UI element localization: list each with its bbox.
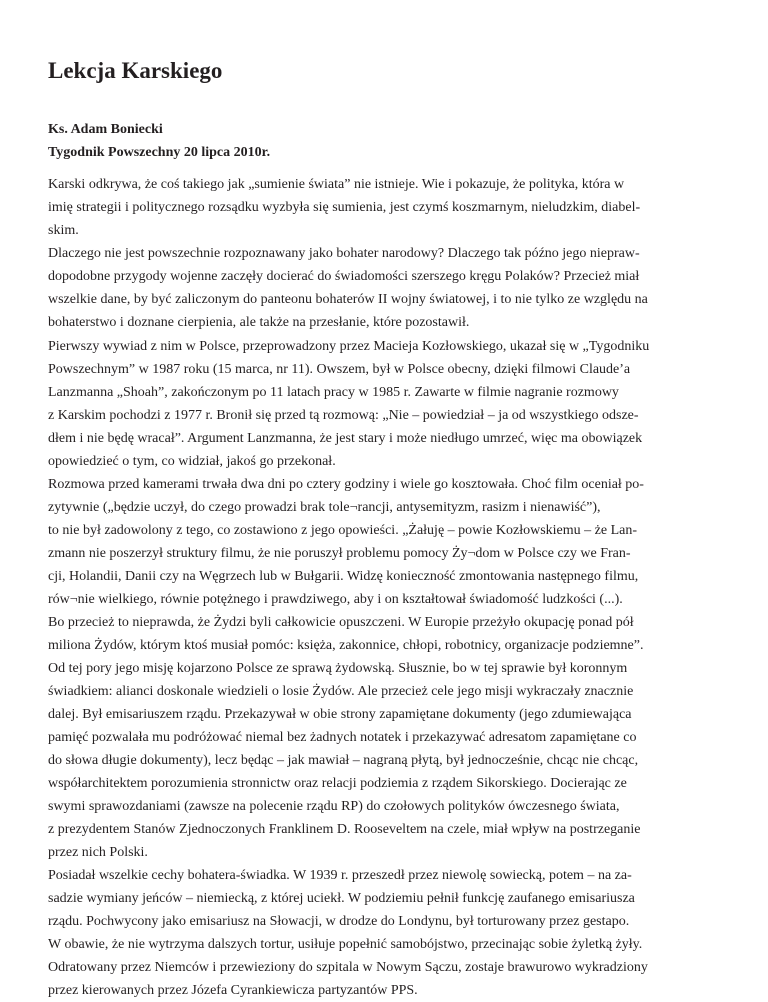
text-line: dalej. Był emisariuszem rządu. Przekazywał w obie strony zapamiętane dokumenty (jego zdumiewająca: [48, 707, 632, 722]
text-line: Dlaczego nie jest powszechnie rozpoznawany jako bohater narodowy? Dlaczego tak późno jego niepraw-: [48, 246, 640, 261]
text-line: Posiadał wszelkie cechy bohatera-świadka. W 1939 r. przeszedł przez niewolę sowiecką, potem – na za-: [48, 868, 632, 883]
text-line: Bo przecież to nieprawda, że Żydzi byli całkowicie opuszczeni. W Europie przeżyło okupację ponad pół: [48, 615, 634, 630]
text-line: dłem i nie będę wracał”. Argument Lanzmanna, że jest stary i może niedługo umrzeć, więc ma obowiązek: [48, 431, 643, 446]
text-line: rów¬nie wielkiego, równie potężnego i prawdziwego, aby i on kształtował świadomość ludzkości (...).: [48, 592, 623, 607]
paragraph-1: [48, 173, 728, 334]
text-line: przez kierowanych przez Józefa Cyrankiewicza partyzantów PPS.: [48, 983, 418, 998]
paragraph-4: [48, 657, 728, 1002]
text-line: skim.: [48, 223, 79, 238]
text-line: miliona Żydów, którym ktoś musiał pomóc: księża, zakonnice, chłopi, robotnicy, organizacje podziemne”.: [48, 638, 644, 653]
text-line: zmann nie poszerzył struktury filmu, że nie poruszył problemu pomocy Ży¬dom w Polsce czy we Fran-: [48, 546, 631, 561]
text-line: świadkiem: alianci doskonale wiedzieli o losie Żydów. Ale przecież cele jego misji wykraczały znacznie: [48, 684, 634, 699]
text-line: W obawie, że nie wytrzyma dalszych tortur, usiłuje popełnić samobójstwo, przecinając sobie żyletką żyły.: [48, 937, 643, 952]
text-line: z Karskim pochodzi z 1977 r. Bronił się przed tą rozmową: „Nie – powiedział – ja od wszystkiego odsze-: [48, 408, 639, 423]
text-line: Pierwszy wywiad z nim w Polsce, przeprowadzony przez Macieja Kozłowskiego, ukazał się w „Tygodniku: [48, 339, 650, 354]
paragraph-2: [48, 335, 728, 473]
paragraph-3: [48, 473, 728, 657]
text-line: imię strategii i politycznego rozsądku wyzbyła się sumienia, jest czymś koszmarnym, nieludzkim, diabel-: [48, 200, 641, 215]
author-line: Ks. Adam Boniecki: [48, 122, 163, 137]
article-title: Lekcja Karskiego: [48, 58, 223, 83]
text-line: przez nich Polski.: [48, 845, 148, 860]
text-line: Od tej pory jego misję kojarzono Polsce ze sprawą żydowską. Słusznie, bo w tej sprawie był koronnym: [48, 661, 628, 676]
text-line: cji, Holandii, Danii czy na Węgrzech lub w Bułgarii. Widzę konieczność zmontowania następnego filmu,: [48, 569, 639, 584]
text-line: Karski odkrywa, że coś takiego jak „sumienie świata” nie istnieje. Wie i pokazuje, że polityka, która w: [48, 177, 625, 192]
text-line: bohaterstwo i doznane cierpienia, ale także na przesłanie, które pozostawił.: [48, 315, 470, 330]
text-line: zytywnie („będzie uczył, do czego prowadzi brak tole¬rancji, antysemityzm, rasizm i nienawiść”),: [48, 500, 601, 515]
text-line: rządu. Pochwycony jako emisariusz na Słowacji, w drodze do Londynu, był torturowany przez gestapo.: [48, 914, 630, 929]
text-line: z prezydentem Stanów Zjednoczonych Franklinem D. Rooseveltem na czele, miał wpływ na postrzeganie: [48, 822, 641, 837]
text-line: sadzie wymiany jeńców – niemiecką, z której uciekł. W podziemiu pełnił funkcję zaufanego emisariusza: [48, 891, 635, 906]
text-line: Powszechnym” w 1987 roku (15 marca, nr 11). Owszem, był w Polsce obecny, dzięki filmowi Claude’a: [48, 362, 631, 377]
article-meta: [48, 118, 270, 164]
text-line: do słowa długie dokumenty), lecz będąc – jak mawiał – nagraną płytą, był jednocześnie, chcąc nie chcąc,: [48, 753, 639, 768]
text-line: Odratowany przez Niemców i przewieziony do szpitala w Nowym Sączu, zostaje brawurowo wykradziony: [48, 960, 648, 975]
text-line: to nie był zadowolony z tego, co zostawiono z jego opowieści. „Żałuję – powie Kozłowskiemu – że Lan-: [48, 523, 637, 538]
text-line: Lanzmanna „Shoah”, zakończonym po 11 latach pracy w 1985 r. Zawarte w filmie nagranie rozmowy: [48, 385, 619, 400]
text-line: wszelkie dane, by być zaliczonym do panteonu bohaterów II wojny światowej, i to nie tylko ze względu na: [48, 292, 648, 307]
text-line: Rozmowa przed kamerami trwała dwa dni po cztery godziny i wiele go kosztowała. Choć film oceniał po-: [48, 477, 644, 492]
text-line: dopodobne przygody wojenne zaczęły docierać do świadomości szerszego kręgu Polaków? Przecież miał: [48, 269, 640, 284]
text-line: swymi sprawozdaniami (zawsze na polecenie rządu RP) do czołowych polityków ówczesnego świata,: [48, 799, 620, 814]
text-line: współarchitektem porozumienia stronnictw oraz relacji podziemia z rządem Sikorskiego. Docierając ze: [48, 776, 627, 791]
text-line: opowiedzieć o tym, co widział, jakoś go przekonał.: [48, 454, 336, 469]
source-line: Tygodnik Powszechny 20 lipca 2010r.: [48, 145, 271, 160]
text-line: pamięć pozwalała mu podróżować niemal bez żadnych notatek i przekazywać adresatom zapamiętane co: [48, 730, 637, 745]
